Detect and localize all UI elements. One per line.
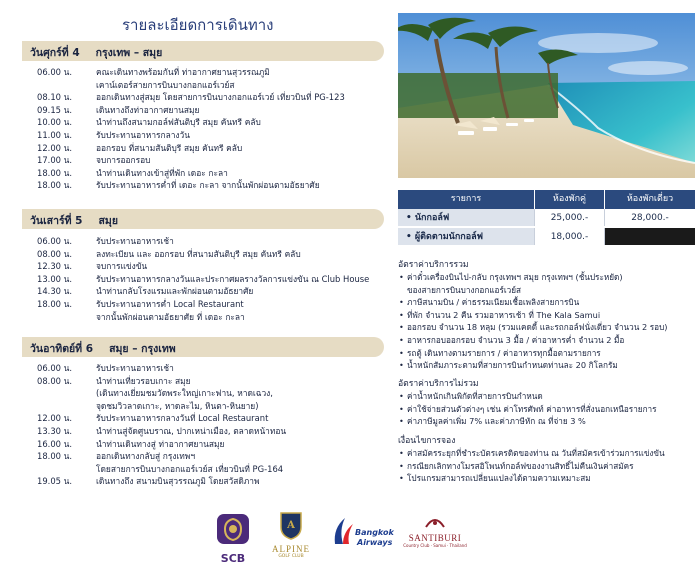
row-time: 12.30 น.: [37, 261, 73, 272]
day-route: สมุย: [98, 215, 118, 227]
row-time: 06.00 น.: [37, 236, 73, 246]
bangkok-airways-line1: Bangkok: [355, 528, 394, 537]
schedule-row: [22, 311, 384, 324]
schedule-row: [22, 79, 384, 92]
day-2-schedule: [22, 235, 384, 323]
schedule-row: [22, 129, 384, 142]
row-desc: รับประทานอาหารค่ำ Local Restaurant: [96, 298, 244, 309]
row-desc: รับประทานอาหารเช้า: [96, 363, 174, 373]
schedule-row: [22, 260, 384, 273]
price-row-golfer: [398, 209, 695, 228]
excluded-title: อัตราค่าบริการไม่รวม: [398, 379, 479, 389]
included-title: อัตราค่าบริการรวม: [398, 260, 469, 270]
row-desc: โดยสายการบินบางกอกแอร์เวย์ส เที่ยวบินที่ PG-164: [96, 463, 284, 474]
row-time: 19.05 น.: [37, 476, 73, 487]
day-header-3: [22, 337, 384, 357]
scb-logo: [215, 512, 251, 565]
info-column: [398, 0, 698, 573]
header-double: ห้องพักคู่: [534, 190, 604, 209]
row-time: 08.00 น.: [37, 248, 73, 259]
row-desc: ออกรอบ ที่สนามสันติบุรี สมุย คันทรี คลับ: [96, 142, 243, 153]
list-item: • ค่าภาษีมูลค่าเพิ่ม 7% และค่าภาษีหัก ณ ที่จ่าย 3 %: [398, 415, 698, 428]
schedule-row: [22, 116, 384, 129]
day-label: วันอาทิตย์ที่ 6: [30, 343, 94, 355]
price-double: 18,000.-: [534, 228, 604, 245]
row-desc: ลงทะเบียน และ ออกรอบ ที่สนามสันติบุรี สมุย คันทรี คลับ: [96, 248, 301, 259]
row-desc: นำท่านเดินทางสู่ ท่าอากาศยานสมุย: [96, 438, 225, 449]
schedule-row: [22, 475, 384, 488]
santiburi-emblem-icon: [424, 515, 446, 529]
row-time: 18.00 น.: [37, 167, 73, 178]
alpine-crest-icon: [278, 510, 304, 540]
price-single-unavailable: [604, 228, 695, 245]
row-desc: (เดินทางเยี่ยมชมวัดพระใหญ่เกาะฟาน, หาดเฉวง,: [96, 388, 273, 399]
santiburi-label: SANTIBURI: [408, 533, 462, 543]
list-item: • รถตู้ เดินทางตามรายการ / ค่าอาหารทุกมื้อตามรายการ: [398, 347, 698, 360]
row-desc: จบการแข่งขัน: [96, 261, 148, 272]
row-time: 08.10 น.: [37, 92, 73, 103]
row-desc: จากนั้นพักผ่อนตามอัธยาศัย ที่ เดอะ กะลา: [96, 311, 245, 322]
santiburi-logo: [403, 514, 467, 548]
svg-text:A: A: [287, 520, 295, 531]
list-item: • ออกรอบ จำนวน 18 หลุม (รวมแคดดี้ และรถกอล์ฟนั่งเดี่ยว จำนวน 2 รอบ): [398, 321, 698, 334]
price-item-label: ผู้ติดตามนักกอล์ฟ: [414, 232, 484, 242]
schedule-row: [22, 375, 384, 388]
row-time: 18.00 น.: [37, 298, 73, 309]
sponsor-logos: [215, 510, 475, 572]
page-title: รายละเอียดการเดินทาง: [122, 16, 274, 34]
schedule-row: [22, 412, 384, 425]
list-item: • ค่าน้ำหนักเกินพิกัดที่สายการบินกำหนด: [398, 390, 698, 403]
schedule-row: [22, 179, 384, 192]
scb-emblem-icon: [215, 512, 251, 546]
list-item: • โปรแกรมสามารถเปลี่ยนแปลงได้ตามความเหมาะสม: [398, 472, 698, 485]
row-time: 13.00 น.: [37, 273, 73, 284]
day-1-schedule: [22, 66, 384, 192]
conditions-list: [398, 447, 698, 485]
day-label: วันเสาร์ที่ 5: [30, 215, 83, 227]
row-desc: เคาน์เตอร์สายการบินบางกอกแอร์เวย์ส: [96, 79, 235, 90]
schedule-row: [22, 154, 384, 167]
schedule-row: [22, 248, 384, 261]
included-list: [398, 271, 698, 372]
list-item: • ที่พัก จำนวน 2 คืน รวมอาหารเช้า ที่ The Kala Samui: [398, 309, 698, 322]
row-time: 14.30 น.: [37, 286, 73, 297]
schedule-row: [22, 66, 384, 79]
row-time: 13.30 น.: [37, 425, 73, 436]
row-time: 12.00 น.: [37, 142, 73, 153]
day-header-1: [22, 41, 384, 61]
row-time: 18.00 น.: [37, 451, 73, 462]
row-desc: รับประทานอาหารค่ำที่ เดอะ กะลา จากนั้นพักผ่อนตามอัธยาศัย: [96, 180, 320, 191]
header-item: รายการ: [450, 194, 482, 204]
airways-swoosh-icon: [331, 516, 357, 546]
row-desc: รับประทานอาหารเช้า: [96, 236, 174, 246]
price-double: 25,000.-: [534, 209, 604, 226]
row-time: 16.00 น.: [37, 438, 73, 449]
schedule-row: [22, 438, 384, 451]
row-desc: นำท่านเที่ยวรอบเกาะ สมุย: [96, 375, 191, 386]
row-time: 09.15 น.: [37, 104, 73, 115]
row-time: 10.00 น.: [37, 117, 73, 128]
row-desc: เดินทางถึง สนามบินสุวรรณภูมิ โดยสวัสดิภาพ: [96, 476, 260, 487]
row-desc: รับประทานอาหารกลางวันที่ Local Restaurant: [96, 413, 269, 424]
price-row-companion: [398, 228, 695, 247]
bangkok-airways-line2: Airways: [357, 538, 393, 547]
row-time: 08.00 น.: [37, 375, 73, 386]
schedule-row: [22, 400, 384, 413]
row-time: 18.00 น.: [37, 180, 73, 191]
schedule-row: [22, 91, 384, 104]
row-desc: นำท่านเดินทางเข้าสู่ที่พัก เดอะ กะลา: [96, 167, 228, 178]
header-single: ห้องพักเดี่ยว: [604, 190, 695, 209]
scb-label: SCB: [220, 552, 246, 565]
list-item: ของสายการบินบางกอกแอร์เวย์ส: [407, 284, 522, 295]
schedule-row: [22, 235, 384, 248]
schedule-row: [22, 450, 384, 463]
row-desc: ออกเดินทางสู่สมุย โดยสายการบินบางกอกแอร์เวย์ เที่ยวบินที่ PG-123: [96, 92, 345, 103]
row-time: 06.00 น.: [37, 363, 73, 373]
day-route: สมุย – กรุงเทพ: [109, 343, 176, 355]
schedule-row: [22, 285, 384, 298]
alpine-logo: [267, 510, 315, 559]
row-desc: รับประทานอาหารกลางวันและประกาศผลรางวัลการแข่งขัน ณ Club House: [96, 273, 370, 284]
beach-photo: [398, 13, 695, 178]
row-time: 11.00 น.: [37, 129, 73, 140]
beach-illustration: [398, 13, 695, 178]
price-single: 28,000.-: [604, 209, 695, 226]
price-item: • นักกอล์ฟ: [398, 209, 534, 226]
list-item: • กรณียกเลิกทางโมรสอิโพนท์กอล์ฟของงานสิทธิ์ไม่คืนเงินค่าสมัคร: [398, 460, 698, 473]
row-desc: จุดชมวิวลาดเกาะ, หาดละไม, หินตา-หินยาย): [96, 400, 259, 411]
schedule-row: [22, 298, 384, 311]
list-item: • ภาษีสนามบิน / ค่าธรรมเนียมเชื้อเพลิงสายการบิน: [398, 296, 698, 309]
list-item: • อาหารกอบออกรอบ จำนวน 3 มื้อ / ค่าอาหารค่ำ จำนวน 2 มื้อ: [398, 334, 698, 347]
row-desc: นำท่านกลับโรงแรมและพักผ่อนตามอัธยาศัย: [96, 286, 254, 297]
row-time: 06.00 น.: [37, 67, 73, 77]
schedule-row: [22, 104, 384, 117]
schedule-row: [22, 167, 384, 180]
row-desc: จบการออกรอบ: [96, 155, 151, 166]
row-desc: รับประทานอาหารกลางวัน: [96, 129, 190, 140]
row-desc: ออกเดินทางกลับสู่ กรุงเทพฯ: [96, 451, 196, 462]
day-route: กรุงเทพ – สมุย: [95, 47, 163, 59]
list-item: • น้ำหนักสัมภาระตามที่สายการบินกำหนดท่านละ 20 กิโลกรัม: [398, 359, 698, 372]
schedule-row: [22, 142, 384, 155]
row-time: 12.00 น.: [37, 413, 73, 424]
excluded-list: [398, 390, 698, 428]
day-3-schedule: [22, 362, 384, 488]
santiburi-sub: Country Club · Samui · Thailand: [403, 543, 467, 548]
row-desc: เดินทางถึงท่าอากาศยานสมุย: [96, 104, 200, 115]
row-desc: นำท่านถึงสนามกอล์ฟสันติบุรี สมุย คันทรี คลับ: [96, 117, 261, 128]
alpine-sub: GOLF CLUB: [278, 554, 304, 559]
price-item-label: นักกอล์ฟ: [414, 213, 450, 223]
row-time: 17.00 น.: [37, 155, 73, 166]
day-header-2: [22, 209, 384, 229]
conditions-title: เงื่อนไขการจอง: [398, 436, 456, 446]
list-item: • ค่าสมัครระยุกที่ชำระบัตรเครดิตของท่าน ณ วันที่สมัครเข้าร่วมการแข่งขัน: [398, 447, 698, 460]
itinerary-column: [22, 0, 384, 573]
schedule-row: [22, 387, 384, 400]
list-item: • ค่าใช้จ่ายส่วนตัวต่างๆ เช่น ค่าโทรศัพท์ ค่าอาหารที่สั่งนอกเหนือรายการ: [398, 403, 698, 416]
schedule-row: [22, 463, 384, 476]
schedule-row: [22, 273, 384, 286]
list-item: • ค่าตั๋วเครื่องบินไป-กลับ กรุงเทพฯ สมุย กรุงเทพฯ (ชั้นประหยัด): [398, 271, 698, 284]
price-item: • ผู้ติดตามนักกอล์ฟ: [398, 228, 534, 245]
schedule-row: [22, 425, 384, 438]
day-label: วันศุกร์ที่ 4: [30, 47, 80, 59]
price-table-header: [398, 190, 695, 209]
price-table: [398, 190, 695, 247]
row-desc: คณะเดินทางพร้อมกันที่ ท่าอากาศยานสุวรรณภูมิ: [96, 67, 270, 77]
schedule-row: [22, 362, 384, 375]
row-desc: นำท่านสู่จัดศูนบราณ, ปากเหน่าเมือง, ตลาดหน้าทอน: [96, 425, 287, 436]
alpine-label: ALPINE: [272, 544, 310, 554]
